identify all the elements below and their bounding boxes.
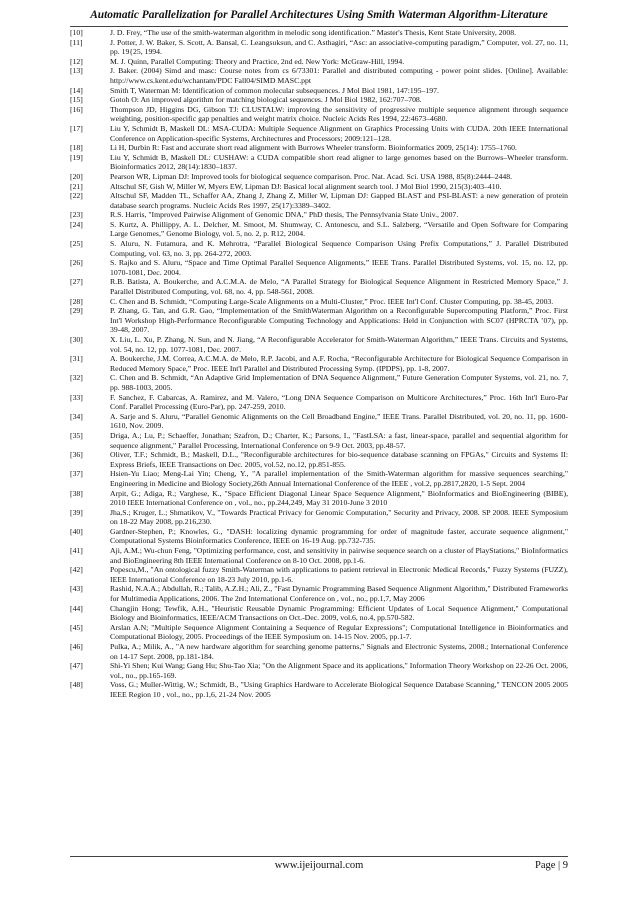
page-number: Page | 9 (534, 860, 568, 871)
reference-text: Gardner-Stephen, P.; Knowles, G., "DASH: localizing dynamic programming for order of magnitude faster, accurate sequence alignment," Computational Systems Bioinformatics Conference, IEEE on 16-19 Aug. pp.732-735. (110, 526, 568, 546)
reference-number: [28] (70, 296, 83, 306)
reference-number: [20] (70, 171, 83, 181)
reference-item (70, 95, 568, 105)
reference-number: [39] (70, 507, 83, 517)
reference-text: Hsien-Yu Liao; Meng-Lai Yin; Cheng, Y., "A parallel implementation of the Smith-Waterman algorithm for massive sequences searching," Engineering in Medicine and Biology Society,26th Annual International Conference of the IEEE , vol.2, pp.2817,2820, 1-5 Sept. 2004 (110, 469, 568, 488)
reference-number: [26] (70, 258, 83, 268)
reference-number: [10] (70, 28, 83, 37)
reference-text: S. Rajko and S. Aluru, “Space and Time Optimal Parallel Sequence Alignments,” IEEE Trans. Parallel Distributed Systems, vol. 15, no. 12, pp. 1070-1081, Dec. 2004. (110, 258, 568, 277)
reference-text: Gotoh O: An improved algorithm for matching biological sequences. J Mol Biol 1982, 162:707–708. (110, 95, 422, 105)
reference-item (70, 306, 568, 335)
reference-text: J. Potter, J. W. Baker, S. Scott, A. Bansal, C. Leangsuksun, and C. Asthagiri, “Asc: an associative-computing paradigm,” Computer, vol. 27, no. 11, pp. 19{25, 1994. (110, 37, 568, 57)
reference-item (70, 489, 568, 508)
reference-text: Arpit, G.; Adiga, R.; Varghese, K., "Space Efficient Diagonal Linear Space Sequence Alignment," BioInformatics and BioEngineering (BIBE), 2010 IEEE International Conference on , vol., no., pp.244,249, May 31 2010-June 3 2010 (110, 488, 568, 508)
reference-text: Liu Y, Schmidt B, Maskell DL: MSA-CUDA: Multiple Sequence Alignment on Graphics Processing Units with CUDA. 20th IEEE International Conference on Application-specific Systems, Architectures and Processors; 2009:121–128. (110, 123, 568, 143)
reference-text: Altschul SF, Gish W, Miller W, Myers EW, Lipman DJ: Basical local alignment search tool. J Mol Biol 1990, 215(3):403–410. (110, 181, 502, 191)
reference-item (70, 450, 568, 469)
reference-text: Pearson WR, Lipman DJ: Improved tools for biological sequence comparison. Proc. Nat. Acad. Sci. USA 1988, 85(8):2444–2448. (110, 171, 513, 181)
reference-item (70, 661, 568, 680)
reference-item (70, 182, 568, 192)
reference-number: [42] (70, 565, 83, 575)
reference-item (70, 354, 568, 373)
reference-item (70, 57, 568, 67)
reference-number: [45] (70, 622, 83, 632)
reference-item (70, 642, 568, 661)
reference-item (70, 546, 568, 565)
reference-number: [14] (70, 85, 83, 95)
reference-item (70, 297, 568, 307)
reference-item (70, 124, 568, 143)
reference-item (70, 277, 568, 296)
reference-item (70, 38, 568, 57)
reference-number: [21] (70, 181, 83, 191)
reference-text: Voss, G.; Muller-Wittig, W.; Schmidt, B., "Using Graphics Hardware to Accelerate Biological Sequence Database Scanning," TENCON 2005 2005 IEEE Region 10 , vol., no., pp.1,6, 21-24 Nov. 2005 (110, 680, 568, 699)
reference-item (70, 86, 568, 96)
reference-text: P. Zhang, G. Tan, and G.R. Gao, “Implementation of the SmithWaterman Algorithm on a Reconfigurable Supercomputing Platform,” Proc. First Int'l Workshop High-Performance Reconfigurable Computing Technology and Applications: Held in Conjunction with SC07 (HPRCTA ’07), pp. 39-48, 2007. (110, 306, 568, 335)
reference-text: C. Chen and B. Schmidt, “An Adaptive Grid Implementation of DNA Sequence Alignment,” Future Generation Computer Systems, vol. 21, no. 7, pp. 988-1003, 2005. (110, 373, 568, 392)
reference-text: Popescu,M., "An ontological fuzzy Smith-Waterman with applications to patient retrieval in Electronic Medical Records," Fuzzy Systems (FUZZ), IEEE International Conference on 18-23 July 2010, pp.1-6. (110, 565, 568, 584)
reference-item (70, 239, 568, 258)
reference-text: Smith T, Waterman M: Identification of common molecular subsequences. J Mol Biol 1981, 147:195–197. (110, 85, 439, 95)
reference-number: [18] (70, 143, 83, 153)
reference-text: J. D. Frey, “The use of the smith-waterman algorithm in melodic song identification.” Master's Thesis, Kent State University, 2008. (110, 28, 517, 37)
reference-item (70, 527, 568, 546)
reference-item (70, 220, 568, 239)
reference-number: [12] (70, 56, 83, 66)
reference-item (70, 373, 568, 392)
reference-text: R.B. Batista, A. Boukerche, and A.C.M.A. de Melo, “A Parallel Strategy for Biological Sequence Alignment in Restricted Memory Space,” J. Parallel Distributed Computing, vol. 68, no. 4, pp. 548-561, 2008. (110, 277, 568, 297)
reference-number: [48] (70, 680, 83, 690)
reference-item (70, 584, 568, 603)
reference-item (70, 66, 568, 85)
reference-item (70, 143, 568, 153)
reference-text: R.S. Harris, "Improved Pairwise Alignment of Genomic DNA," PhD thesis, The Pennsylvania State Univ., 2007. (110, 210, 459, 220)
reference-text: Aji, A.M.; Wu-chun Feng, "Optimizing performance, cost, and sensitivity in pairwise sequence search on a cluster of PlayStations," BioInformatics and BioEngineering 8th IEEE International Conference on 8-10 Oct. 2008, pp.1-6. (110, 546, 568, 565)
reference-list (70, 28, 568, 700)
reference-number: [40] (70, 526, 83, 536)
reference-item (70, 172, 568, 182)
reference-number: [13] (70, 66, 83, 76)
reference-number: [41] (70, 546, 83, 556)
reference-item (70, 431, 568, 450)
header-rule (70, 26, 568, 27)
reference-number: [29] (70, 306, 83, 316)
reference-item (70, 153, 568, 172)
reference-number: [36] (70, 450, 83, 460)
reference-item (70, 28, 568, 38)
reference-number: [25] (70, 239, 83, 249)
reference-text: Changjin Hong; Tewfik, A.H., "Heuristic Reusable Dynamic Programming: Efficient Updates of Local Sequence Alignment," Computational Biology and Bioinformatics, IEEE/ACM Transactions on Oct.-Dec. 2009, vol.6, no.4, pp.570-582. (110, 603, 568, 623)
reference-item (70, 258, 568, 277)
reference-item (70, 565, 568, 584)
reference-number: [46] (70, 642, 83, 651)
reference-number: [37] (70, 469, 83, 479)
reference-item (70, 335, 568, 354)
reference-text: F. Sanchez, F. Cabarcas, A. Ramirez, and M. Valero, “Long DNA Sequence Comparison on Multicore Architectures,” Proc. 16th Int'l Euro-Par Conf. Parallel Processing (Euro-Par), pp. 247-259, 2010. (110, 392, 568, 412)
reference-text: Liu Y, Schmidt B, Maskell DL: CUSHAW: a CUDA compatible short read aligner to large genomes based on the Burrows–Wheeler transform. Bioinformatics 2012, 28(14):1830–1837. (110, 152, 568, 172)
reference-item (70, 412, 568, 431)
reference-text: A. Boukerche, J.M. Correa, A.C.M.A. de Melo, R.P. Jacobi, and A.F. Rocha, “Reconfigurable Architecture for Biological Sequence Comparison in Reduced Memory Space,” Proc. IEEE Int'l Parallel and Distributed Processing Symp. (IPDPS), pp. 1-8, 2007. (110, 354, 568, 373)
reference-number: [27] (70, 277, 83, 287)
reference-text: Li H, Durbin R: Fast and accurate short read alignment with Burrows Wheeler transform. Bioinformatics 2009, 25(14): 1755–1760. (110, 143, 517, 153)
reference-text: S. Kurtz, A. Phillippy, A. L. Delcher, M. Smoot, M. Shumway, C. Antonescu, and S.L. Salzberg, “Versatile and Open Software for Comparing Large Genomes,” Genome Biology, vol. 5, no. 2, p. R12, 2004. (110, 219, 568, 239)
reference-number: [23] (70, 210, 83, 220)
reference-item (70, 210, 568, 220)
reference-number: [33] (70, 392, 83, 402)
reference-number: [11] (70, 37, 83, 47)
reference-text: X. Liu, L. Xu, P. Zhang, N. Sun, and N. Jiang, “A Reconfigurable Accelerator for Smith-Waterman Algorithm,” IEEE Trans. Circuits and Systems, vol. 54, no. 12, pp. 1077-1081, Dec. 2007. (110, 335, 568, 354)
reference-text: Shi-Yi Shen; Kui Wang; Gang Hu; Shu-Tao Xia; "On the Alignment Space and its applications," Information Theory Workshop on 22-26 Oct. 2006, vol., no., pp.165-169. (110, 661, 568, 680)
reference-number: [34] (70, 411, 83, 421)
reference-item (70, 623, 568, 642)
reference-text: C. Chen and B. Schmidt, “Computing Large-Scale Alignments on a Multi-Cluster,” Proc. IEEE Int'l Conf. Cluster Computing, pp. 38-45, 2003. (110, 296, 554, 306)
reference-text: Pulka, A.; Milik, A., "A new hardware algorithm for searching genome patterns," Signals and Electronic Systems, 2008.; International Conference on 14-17 Sept. 2008, pp.181-184. (110, 642, 568, 661)
reference-item (70, 191, 568, 210)
reference-number: [35] (70, 430, 83, 440)
reference-number: [32] (70, 373, 83, 383)
reference-text: A. Sarje and S. Aluru, “Parallel Genomic Alignments on the Cell Broadband Engine,” IEEE Trans. Parallel Distributed, vol. 20, no. 11, pp. 1600-1610, Nov. 2009. (110, 411, 568, 431)
reference-number: [31] (70, 354, 83, 364)
reference-number: [44] (70, 603, 83, 613)
footer-url: www.ijeijournal.com (274, 860, 364, 871)
reference-item (70, 508, 568, 527)
reference-text: Driga, A.; Lu, P.; Schaeffer, Jonathan; Szafron, D.; Charter, K.; Parsons, I., "FastLSA: a fast, linear-space, parallel and sequential algorithm for sequence alignment," Parallel Processing, International Conference on 9-9 Oct. 2003, pp.48-57. (110, 430, 568, 450)
reference-number: [22] (70, 191, 83, 201)
reference-number: [15] (70, 95, 83, 105)
reference-number: [30] (70, 335, 83, 344)
reference-text: Arslan A.N; "Multiple Sequence Alignment Containing a Sequence of Regular Expressions"; Computational Intelligence in Bioinformatics and Computational Biology, 2005. Proceedings of the IEEE Symposium on. 14-15 Nov. 2005, pp.1-7. (110, 622, 568, 642)
running-header: Automatic Parallelization for Parallel Architectures Using Smith Waterman Algorithm-Literature (90, 9, 548, 21)
reference-text: S. Aluru, N. Futamura, and K. Mehrotra, “Parallel Biological Sequence Comparison Using Prefix Computations,” J. Parallel Distributed Computing, vol. 63, no. 3, pp. 264-272, 2003. (110, 239, 568, 258)
reference-number: [43] (70, 584, 83, 594)
reference-number: [17] (70, 123, 83, 133)
reference-text: Thompson JD, Higgins DG, Gibson TJ: CLUSTALW: improving the sensitivity of progressive multiple sequence alignment through sequence weighting, position-specific gap penalties and weight matrix choice. Nucleic Acids Res 1994, 22:4673–4680. (110, 104, 568, 124)
reference-text: J. Baker. (2004) Simd and masc: Course notes from cs 6/73301: Parallel and distributed computing - power point slides. [Online]. Available: http://www.cs.kent.edu/wchantam/PDC Fall04/SIMD MASC.ppt (110, 66, 568, 85)
reference-text: Jha,S.; Kruger, L.; Shmatikov, V., "Towards Practical Privacy for Genomic Computation," Security and Privacy, 2008. SP 2008. IEEE Symposium on 18-22 May 2008, pp.216,230. (110, 507, 568, 527)
reference-item (70, 393, 568, 412)
reference-text: Oliver, T.F.; Schmidt, B.; Maskell, D.L., "Reconfigurable architectures for bio-sequence database scanning on FPGAs," Circuits and Systems II: Express Briefs, IEEE Transactions on Dec. 2005, vol.52, no.12, pp.851-855. (110, 450, 568, 469)
reference-text: M. J. Quinn, Parallel Computing: Theory and Practice, 2nd ed. New York: McGraw-Hill, 1994. (110, 56, 405, 66)
reference-text: Rashid, N.A.A.; Abdullah, R.; Talib, A.Z.H.; Ali, Z., "Fast Dynamic Programming Based Sequence Alignment Algorithm," Distributed Frameworks for Multimedia Applications, 2006. The 2nd International Conference on , vol., no., pp.1,7, May 2006 (110, 584, 568, 604)
reference-item (70, 105, 568, 124)
reference-number: [19] (70, 152, 83, 162)
reference-text: Altschul SF, Madden TL, Schaffer AA, Zhang J, Zhang Z, Miller W, Lipman DJ: Gapped BLAST and PSI-BLAST: a new generation of protein database search programs. Nucleic Acids Res 1997, 25(17):3389–3402. (110, 191, 568, 210)
footer-rule (70, 856, 568, 857)
reference-number: [24] (70, 219, 83, 229)
reference-item (70, 604, 568, 623)
reference-item (70, 680, 568, 699)
reference-number: [16] (70, 104, 83, 114)
reference-number: [47] (70, 661, 83, 671)
reference-item (70, 469, 568, 488)
reference-number: [38] (70, 488, 83, 498)
